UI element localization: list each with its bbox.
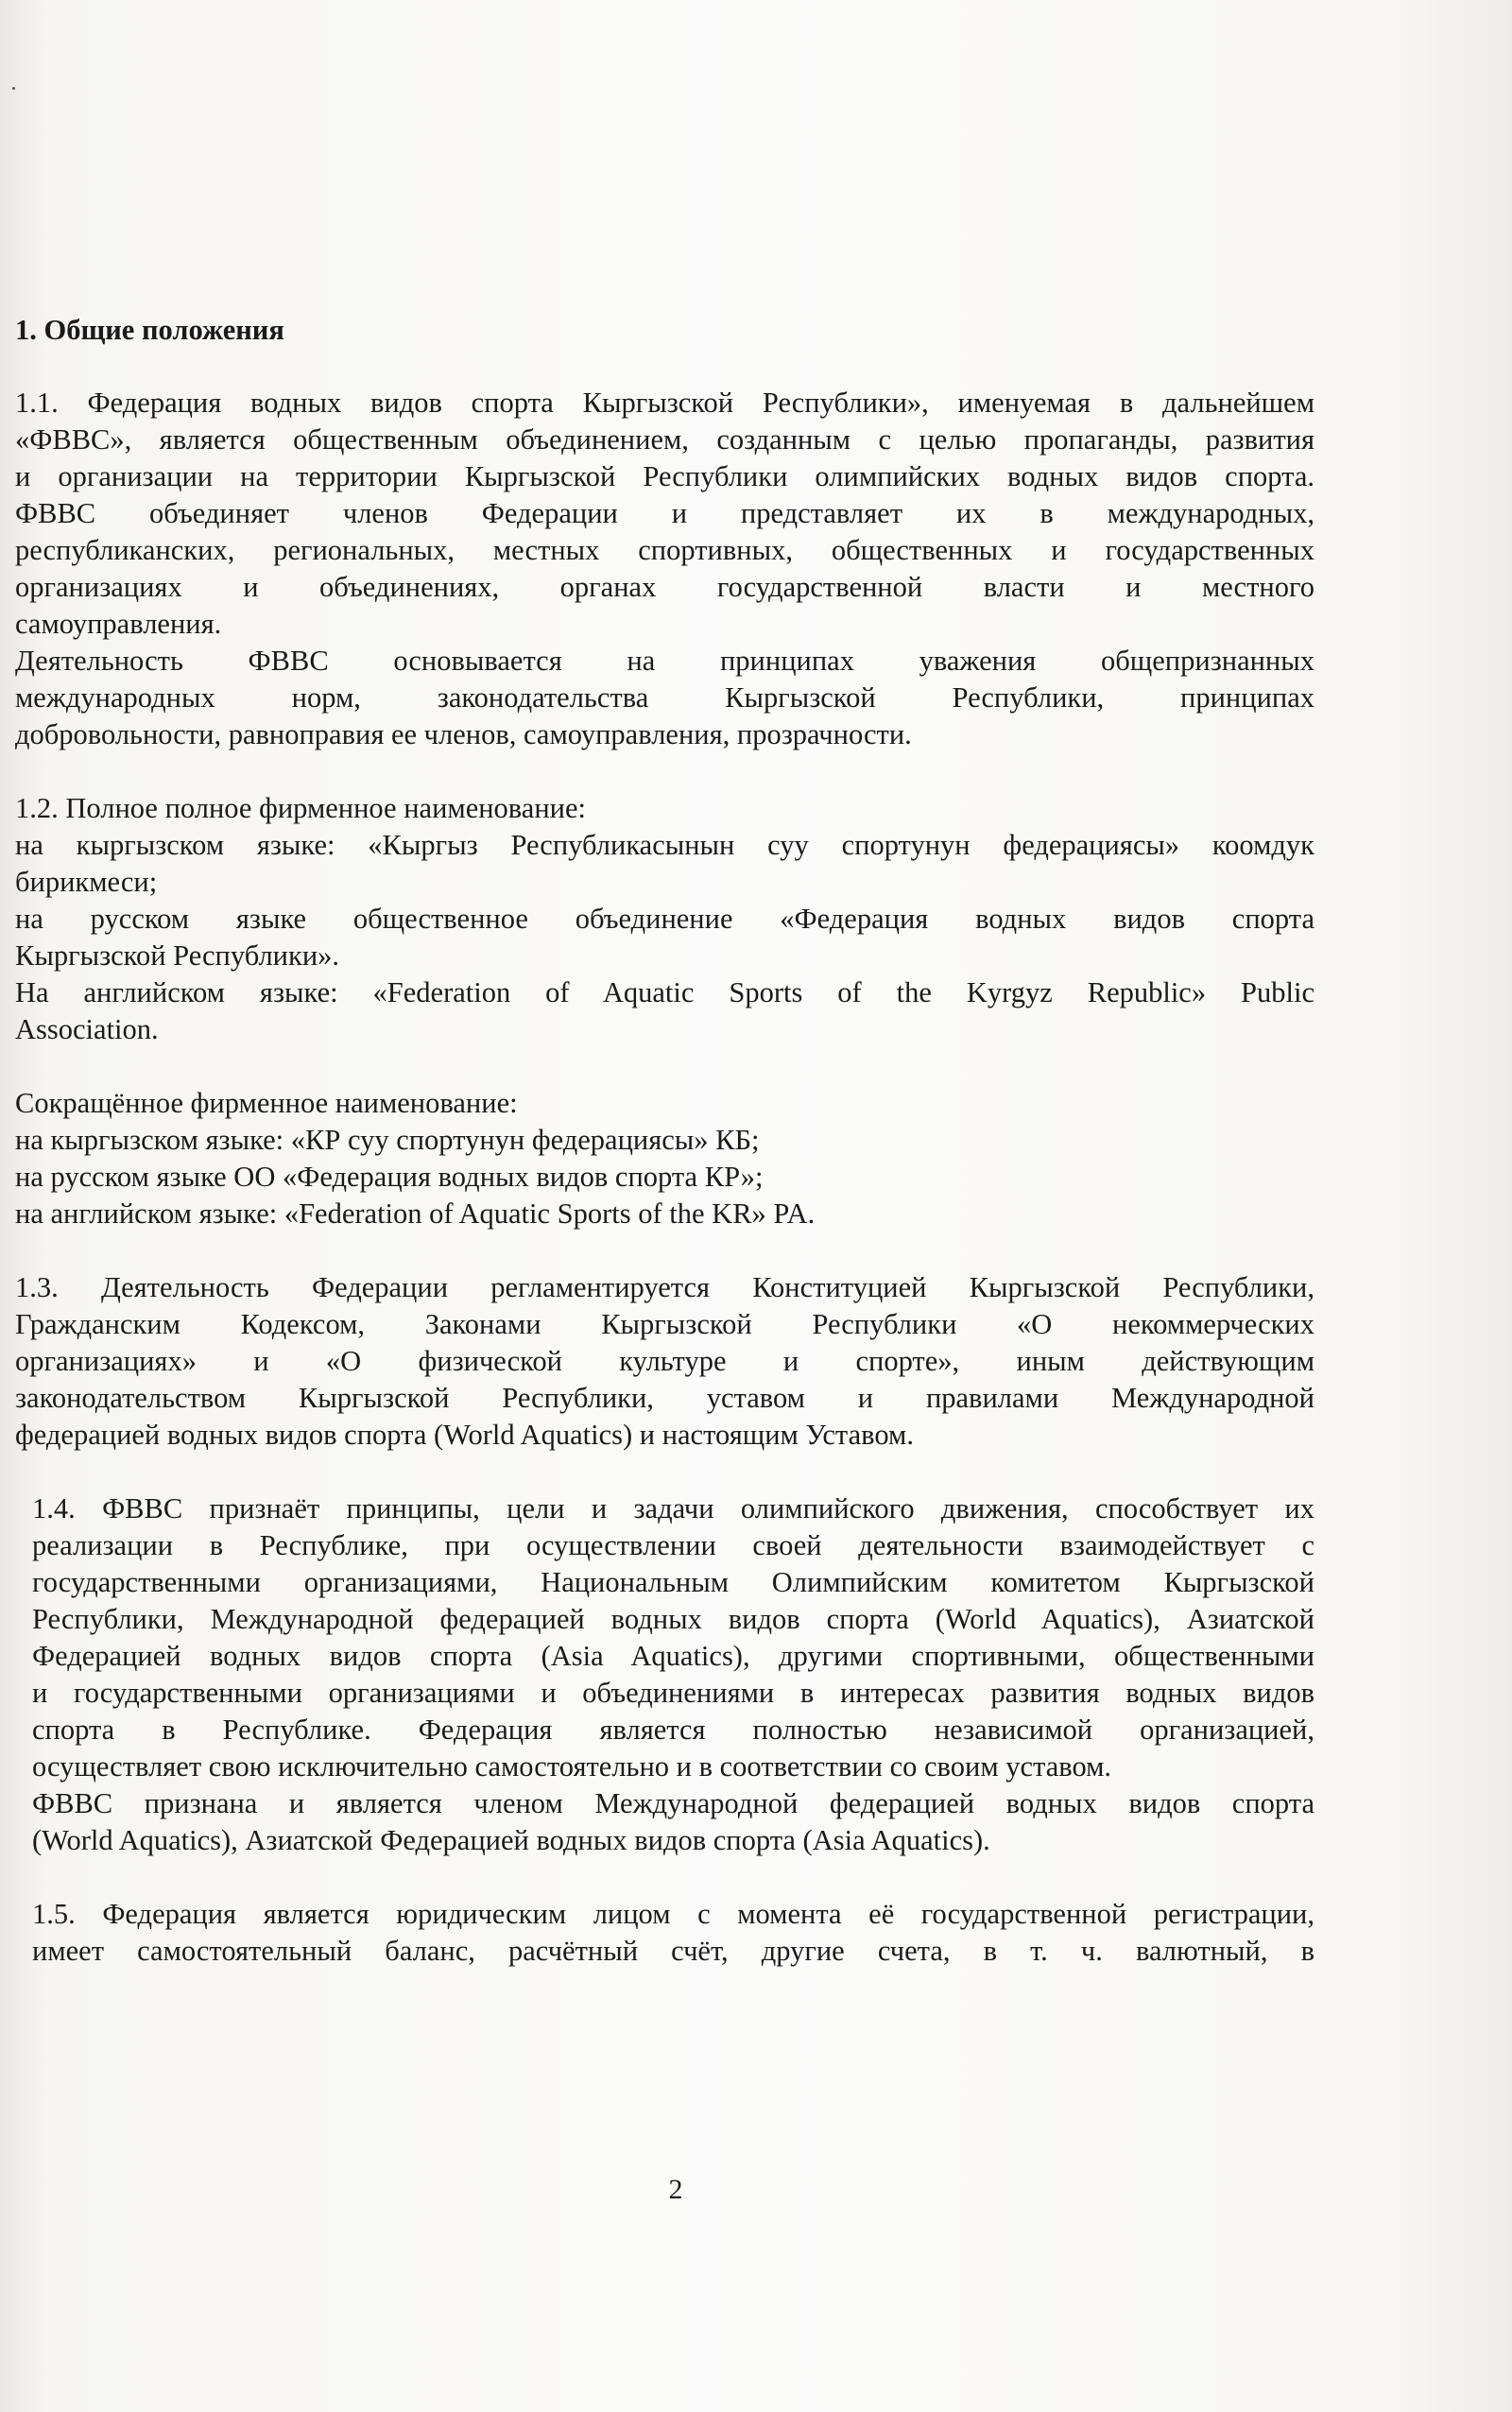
text-line: Association. xyxy=(15,1013,159,1045)
text-line: федерацией водных видов спорта (World Aquatics) и настоящим Уставом. xyxy=(15,1419,914,1451)
text-line: государственными организациями, Национальным Олимпийским комитетом Кыргызской xyxy=(32,1566,1314,1598)
subheading: 1.2. Полное полное фирменное наименование: xyxy=(15,792,586,824)
text-line: 1.1. Федерация водных видов спорта Кыргызской Республики», именуемая в дальнейшем xyxy=(15,387,1314,419)
text-line: «ФВВС», является общественным объединением, созданным с целью пропаганды, развития xyxy=(15,423,1314,456)
text-line: и государственными организациями и объединениями в интересах развития водных видов xyxy=(32,1677,1314,1709)
text-line: Кыргызской Республики». xyxy=(15,939,340,972)
text-line: имеет самостоятельный баланс, расчётный счёт, другие счета, в т. ч. валютный, в xyxy=(32,1935,1314,1967)
text-line: и организации на территории Кыргызской Республики олимпийских водных видов спорта. xyxy=(15,460,1314,492)
text-line: бирикмеси; xyxy=(15,866,158,898)
text-line: Республики, Международной федерацией водных видов спорта (World Aquatics), Азиатской xyxy=(32,1603,1314,1635)
text-line: республиканских, региональных, местных спортивных, общественных и государственных xyxy=(15,534,1314,566)
text-line: 1.3. Деятельность Федерации регламентируется Конституцией Кыргызской Республики, xyxy=(15,1271,1314,1303)
text-line: самоуправления. xyxy=(15,608,222,640)
section-heading: 1. Общие положения xyxy=(15,314,284,346)
text-line: на кыргызском языке: «КР суу спортунун федерациясы» КБ; xyxy=(15,1124,760,1156)
paragraph-1-2-short-name xyxy=(15,1085,1314,1232)
text-line: ФВВС признана и является членом Международной федерацией водных видов спорта xyxy=(32,1787,1314,1819)
page-number: 2 xyxy=(668,2174,683,2205)
paragraph-1-1 xyxy=(15,385,1314,753)
document-body xyxy=(15,312,1314,2007)
text-line: (World Aquatics), Азиатской Федерацией водных видов спорта (Asia Aquatics). xyxy=(32,1824,990,1856)
paragraph-1-2-full-name xyxy=(15,790,1314,1048)
scan-speck xyxy=(12,87,15,90)
text-line: осуществляет свою исключительно самостоятельно и в соответствии со своим уставом. xyxy=(32,1750,1112,1783)
text-line: Деятельность ФВВС основывается на принципах уважения общепризнанных xyxy=(15,645,1314,677)
text-line: на русском языке ОО «Федерация водных видов спорта КР»; xyxy=(15,1161,764,1193)
text-line: реализации в Республике, при осуществлении своей деятельности взаимодействует с xyxy=(32,1529,1314,1561)
text-line: На английском языке: «Federation of Aquatic Sports of the Kyrgyz Republic» Public xyxy=(15,976,1314,1008)
subheading: Сокращённое фирменное наименование: xyxy=(15,1087,518,1119)
text-line: на русском языке общественное объединение «Федерация водных видов спорта xyxy=(15,903,1314,935)
text-line: на кыргызском языке: «Кыргыз Республикасынын суу спортунун федерациясы» коомдук xyxy=(15,829,1314,861)
text-line: Федерацией водных видов спорта (Asia Aquatics), другими спортивными, общественными xyxy=(32,1640,1314,1672)
text-line: Гражданским Кодексом, Законами Кыргызской Республики «О некоммерческих xyxy=(15,1308,1314,1340)
paragraph-1-5 xyxy=(15,1896,1314,1970)
text-line: организациях и объединениях, органах государственной власти и местного xyxy=(15,571,1314,603)
text-line: законодательством Кыргызской Республики, уставом и правилами Международной xyxy=(15,1382,1314,1414)
text-line: 1.4. ФВВС признаёт принципы, цели и задачи олимпийского движения, способствует их xyxy=(32,1492,1314,1525)
text-line: международных норм, законодательства Кыргызской Республики, принципах xyxy=(15,681,1314,714)
text-line: на английском языке: «Federation of Aquatic Sports of the KR» PA. xyxy=(15,1197,816,1230)
text-line: организациях» и «О физической культуре и спорте», иным действующим xyxy=(15,1345,1314,1377)
text-line: добровольности, равноправия ее членов, самоуправления, прозрачности. xyxy=(15,718,912,750)
text-line: 1.5. Федерация является юридическим лицом с момента её государственной регистрации, xyxy=(32,1898,1314,1930)
text-line: спорта в Республике. Федерация является полностью независимой организацией, xyxy=(32,1714,1314,1746)
paragraph-1-3 xyxy=(15,1269,1314,1454)
paragraph-1-4 xyxy=(15,1490,1314,1859)
text-line: ФВВС объединяет членов Федерации и представляет их в международных, xyxy=(15,497,1314,529)
